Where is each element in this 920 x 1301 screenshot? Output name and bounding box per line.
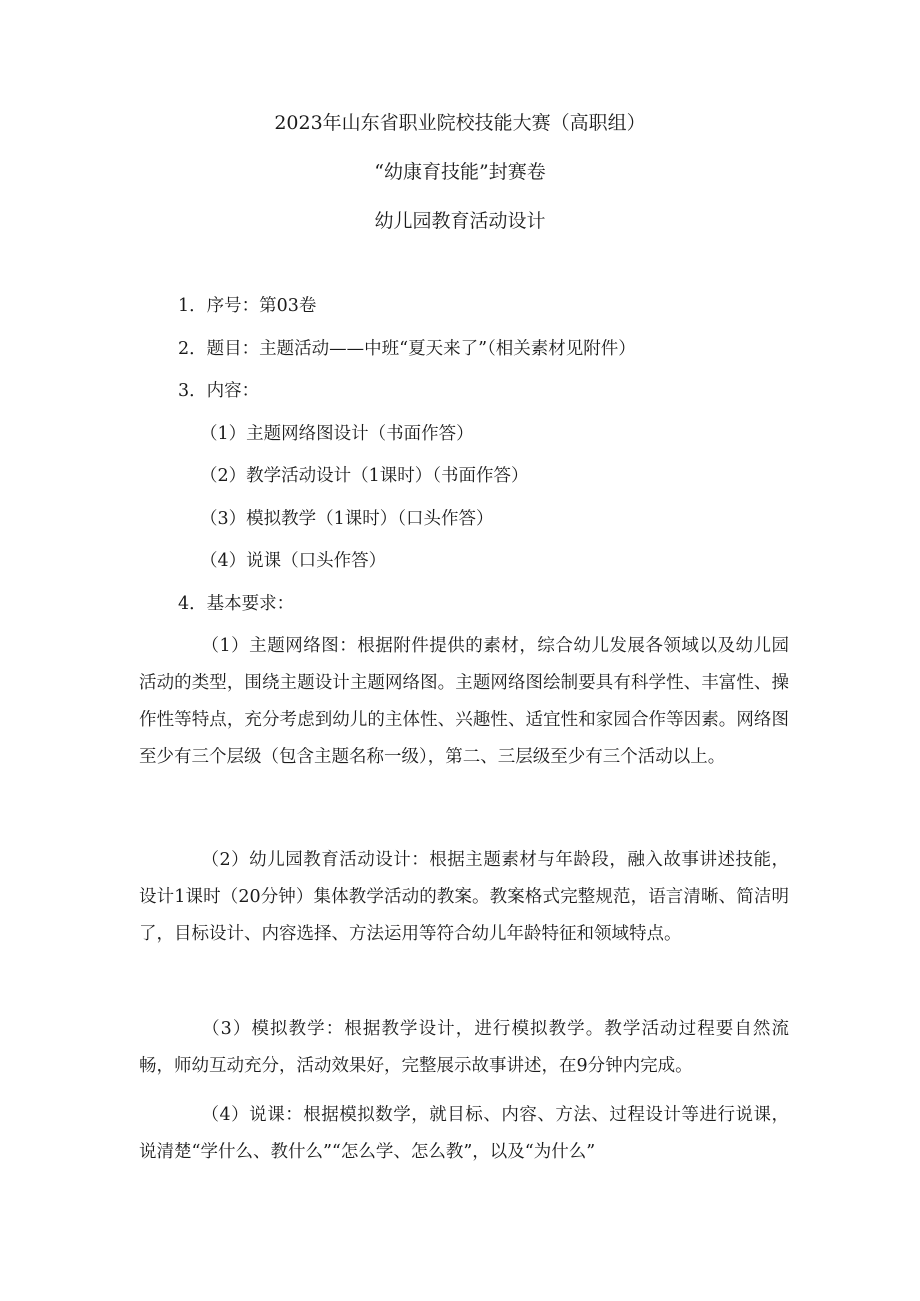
subject-title: 幼儿园教育活动设计 (374, 210, 546, 232)
content-item: （2）教学活动设计（1课时）（书面作答） (200, 466, 529, 486)
content-item: （3）模拟教学（1课时）（口头作答） (200, 509, 494, 529)
paper-title: “幼康育技能”封赛卷 (374, 161, 546, 183)
item-requirements-label: 4．基本要求： (178, 594, 295, 614)
competition-title: 2023年山东省职业院校技能大赛（高职组） (274, 112, 646, 134)
requirement-paragraph: （1）主题网络图：根据附件提供的素材，综合幼儿发展各领域以及幼儿园活动的类型，围绕主题设计主题网络图。主题网络图绘制要具有科学性、丰富性、操作性等特点，充分考虑到幼儿的主体性、兴趣性、适宜性和家园合作等因素。网络图至少有三个层级（包含主题名称一级），第二、三层级至少有三个活动以上。 (139, 636, 789, 767)
requirement-paragraph: （3）模拟教学：根据教学设计，进行模拟教学。教学活动过程要自然流畅，师幼互动充分，活动效果好，完整展示故事讲述，在9分钟内完成。 (139, 1019, 789, 1076)
item-content-label: 3．内容： (178, 381, 260, 401)
item-serial: 1．序号：第03卷 (178, 296, 317, 316)
requirement-paragraph: （2）幼儿园教育活动设计：根据主题素材与年龄段，融入故事讲述技能，设计1课时（20分钟）集体教学活动的教案。教案格式完整规范，语言清晰、简洁明了，目标设计、内容选择、方法运用等符合幼儿年龄特征和领域特点。 (139, 850, 789, 944)
content-item: （1）主题网络图设计（书面作答） (200, 424, 474, 444)
content-item: （4）说课（口头作答） (200, 551, 387, 571)
item-topic: 2．题目：主题活动——中班“夏天来了”（相关素材见附件） (178, 339, 636, 359)
requirement-paragraph: （4）说课：根据模拟数学，就目标、内容、方法、过程设计等进行说课，说清楚“学什么、教什么”“怎么学、怎么教”，以及“为什么” (139, 1105, 789, 1162)
